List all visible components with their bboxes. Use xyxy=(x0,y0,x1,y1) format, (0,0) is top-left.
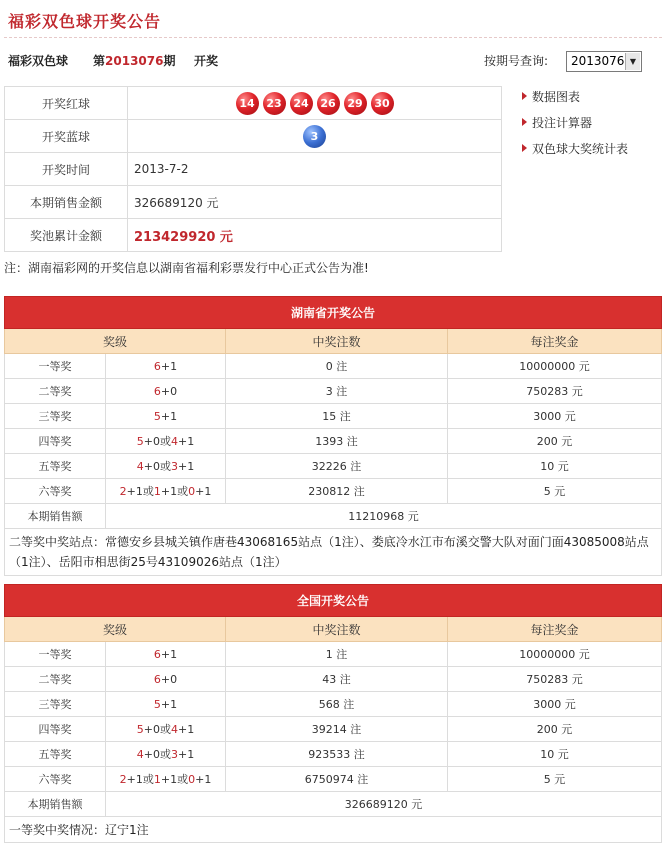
table-row: 四等奖 5+0或4+1 39214 注 200 元 xyxy=(5,717,662,742)
blue-ball-label: 开奖蓝球 xyxy=(5,120,128,153)
table-row: 五等奖 4+0或3+1 923533 注 10 元 xyxy=(5,742,662,767)
triangle-right-icon xyxy=(522,118,527,126)
hunan-table-title: 湖南省开奖公告 xyxy=(5,297,662,329)
red-balls xyxy=(128,87,502,120)
draw-info-table xyxy=(4,86,502,252)
page-title: 福彩双色球开奖公告 xyxy=(8,12,162,31)
table-row: 二等奖 6+0 43 注 750283 元 xyxy=(5,667,662,692)
game-name: 福彩双色球 xyxy=(8,54,69,68)
issue-select[interactable] xyxy=(566,51,642,72)
table-row: 一等奖 6+1 0 注 10000000 元 xyxy=(5,354,662,379)
disclaimer-note: 注：湖南福彩网的开奖信息以湖南省福利彩票发行中心正式公告为准! xyxy=(4,261,369,275)
red-balls-label: 开奖红球 xyxy=(5,87,128,120)
red-ball: 24 xyxy=(290,92,313,115)
sales-row: 本期销售额 11210968 元 xyxy=(5,504,662,529)
col-count: 中奖注数 xyxy=(226,617,448,642)
table-row: 六等奖 2+1或1+1或0+1 230812 注 5 元 xyxy=(5,479,662,504)
draw-date: 2013-7-2 xyxy=(128,153,502,186)
hunan-winners: 二等奖中奖站点：常德安乡县城关镇作唐巷43068165站点（1注）、娄底冷水江市布溪交警大队对面门面43085008站点（1注）、岳阳市相思街25号43109026站点（1注） xyxy=(5,529,662,576)
link-data-chart[interactable]: 数据图表 xyxy=(522,88,628,114)
link-jackpot-stats[interactable]: 双色球大奖统计表 xyxy=(522,140,628,166)
triangle-right-icon xyxy=(522,92,527,100)
issue-select-value: 2013076 xyxy=(571,54,625,68)
chevron-down-icon[interactable]: ▼ xyxy=(625,53,640,70)
table-row: 三等奖 5+1 15 注 3000 元 xyxy=(5,404,662,429)
red-ball: 30 xyxy=(371,92,394,115)
red-ball: 14 xyxy=(236,92,259,115)
pool-amount: 213429920 元 xyxy=(128,219,502,252)
sales-row: 本期销售额 326689120 元 xyxy=(5,792,662,817)
triangle-right-icon xyxy=(522,144,527,152)
query-label: 按期号查询: xyxy=(484,54,549,68)
link-bet-calculator[interactable]: 投注计算器 xyxy=(522,114,628,140)
blue-ball: 3 xyxy=(303,125,326,148)
col-prize: 每注奖金 xyxy=(448,329,662,354)
red-ball: 29 xyxy=(344,92,367,115)
pool-label: 奖池累计金额 xyxy=(5,219,128,252)
table-row: 三等奖 5+1 568 注 3000 元 xyxy=(5,692,662,717)
table-row: 六等奖 2+1或1+1或0+1 6750974 注 5 元 xyxy=(5,767,662,792)
col-count: 中奖注数 xyxy=(226,329,448,354)
col-prize: 每注奖金 xyxy=(448,617,662,642)
side-links xyxy=(522,88,628,166)
page-title-bar xyxy=(4,0,662,38)
red-ball: 23 xyxy=(263,92,286,115)
col-level: 奖级 xyxy=(5,329,226,354)
col-level: 奖级 xyxy=(5,617,226,642)
table-row: 四等奖 5+0或4+1 1393 注 200 元 xyxy=(5,429,662,454)
national-winners: 一等奖中奖情况：辽宁1注 xyxy=(5,817,662,843)
blue-ball-cell xyxy=(128,120,502,153)
issue-number: 第2013076期 xyxy=(93,54,176,68)
sales-label: 本期销售金额 xyxy=(5,186,128,219)
issue-bar xyxy=(4,44,662,74)
issue-action: 开奖 xyxy=(194,54,219,68)
draw-date-label: 开奖时间 xyxy=(5,153,128,186)
national-prize-table xyxy=(4,584,662,843)
table-row: 二等奖 6+0 3 注 750283 元 xyxy=(5,379,662,404)
table-row: 一等奖 6+1 1 注 10000000 元 xyxy=(5,642,662,667)
table-row: 五等奖 4+0或3+1 32226 注 10 元 xyxy=(5,454,662,479)
sales-amount: 326689120 元 xyxy=(128,186,502,219)
national-table-title: 全国开奖公告 xyxy=(5,585,662,617)
red-ball: 26 xyxy=(317,92,340,115)
hunan-prize-table xyxy=(4,296,662,576)
